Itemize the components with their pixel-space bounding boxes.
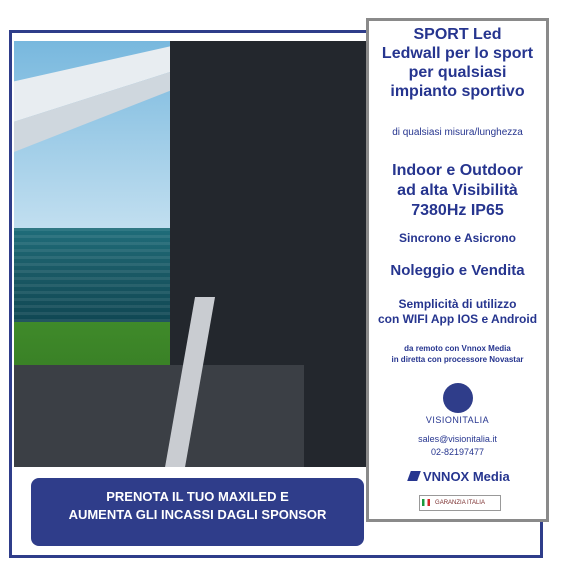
email: sales@visionitalia.it — [418, 434, 497, 444]
headline — [369, 25, 546, 101]
guarantee-label: GARANZIA ITALIA — [435, 500, 485, 506]
ease-line: con WIFI App IOS e Android — [377, 312, 538, 326]
headline-line: impianto sportivo — [390, 83, 525, 100]
feature-line: ad alta Visibilità — [397, 182, 518, 199]
guarantee-badge — [419, 495, 501, 511]
ease-note — [369, 297, 546, 327]
cta-line-1: PRENOTA IL TUO MAXILED E — [106, 489, 289, 504]
cta-banner — [31, 478, 364, 546]
italy-flag-icon — [422, 499, 430, 506]
flight-cases — [14, 365, 304, 467]
contact-info — [369, 433, 546, 459]
brand-name: VISIONITALIA — [425, 415, 490, 425]
power-icon — [443, 383, 473, 413]
rent-sale: Noleggio e Vendita — [390, 262, 525, 279]
remote-note — [369, 343, 546, 365]
feature-line: 7380Hz IP65 — [411, 202, 504, 219]
size-note: di qualsiasi misura/lunghezza — [392, 127, 523, 138]
headline-line: SPORT Led — [413, 26, 502, 43]
phone: 02-82197477 — [430, 447, 485, 457]
vnnox-label: VNNOX Media — [423, 469, 510, 484]
vnnox-logo-icon — [407, 471, 421, 481]
cta-line-2: AUMENTA GLI INCASSI DAGLI SPONSOR — [68, 507, 327, 522]
info-panel — [366, 18, 549, 522]
remote-line: da remoto con Vnnox Media — [404, 344, 511, 353]
vnnox-logo — [409, 469, 510, 484]
sync-note: Sincrono e Asicrono — [399, 231, 516, 245]
headline-line: per qualsiasi — [408, 64, 507, 81]
feature-line: Indoor e Outdoor — [392, 162, 523, 179]
ease-line: Semplicità di utilizzo — [398, 297, 517, 311]
headline-line: Ledwall per lo sport — [381, 45, 534, 62]
stadium-photo — [14, 41, 368, 467]
remote-line: in diretta con processore Novastar — [391, 355, 524, 364]
features — [369, 161, 546, 221]
